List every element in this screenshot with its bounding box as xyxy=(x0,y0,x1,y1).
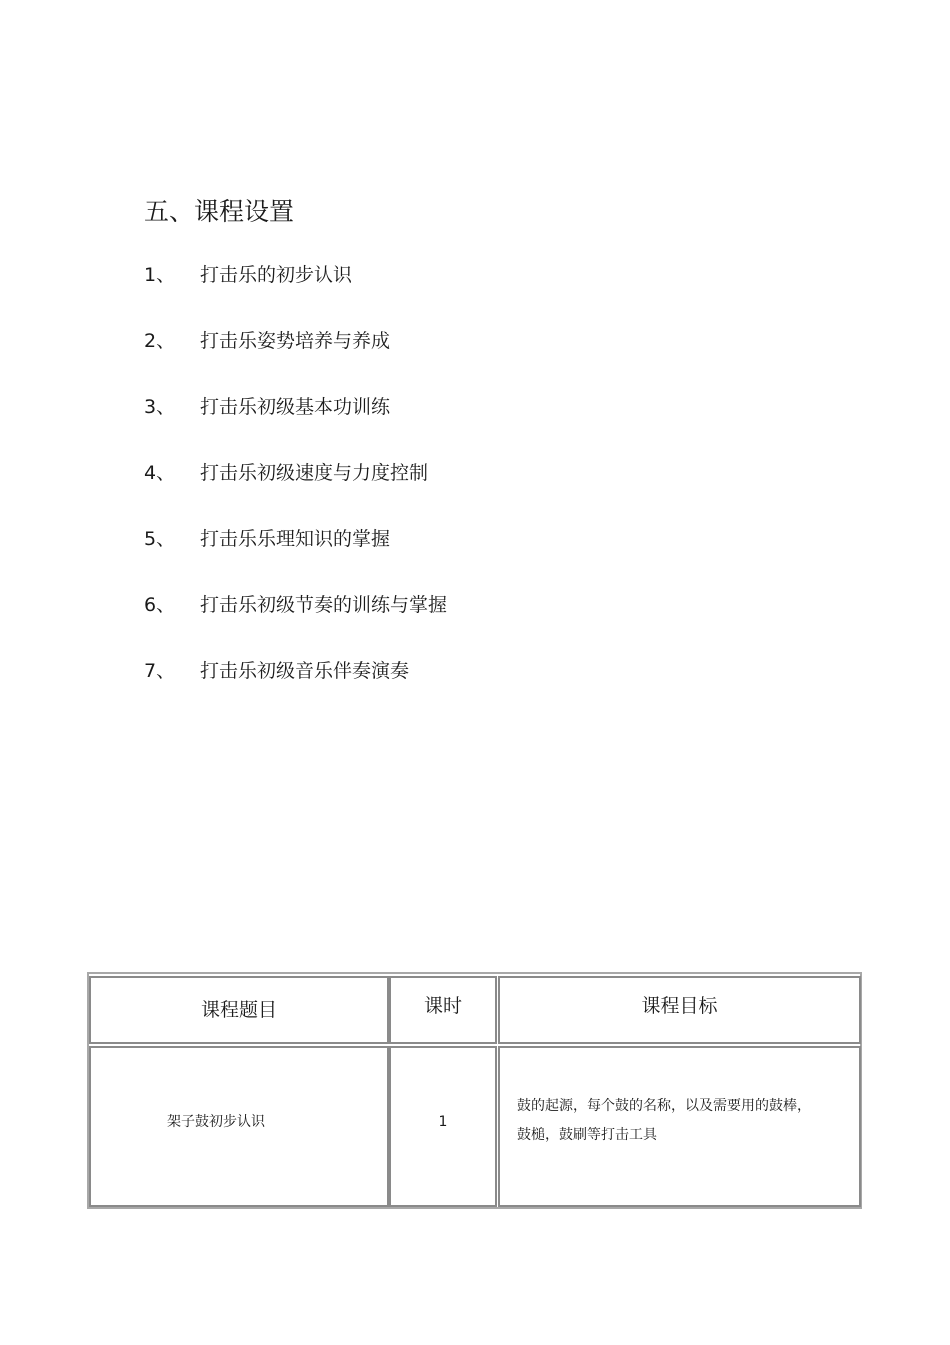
table-header-label: 课程目标 xyxy=(641,995,718,1017)
list-item-number: 5、 xyxy=(144,528,176,550)
section-heading: 五、课程设置 xyxy=(144,197,295,226)
table-cell-topic xyxy=(89,1046,389,1207)
list-item-number: 7、 xyxy=(144,660,176,682)
list-item-text: 打击乐初级节奏的训练与掌握 xyxy=(200,594,448,616)
list-item-text: 打击乐初级速度与力度控制 xyxy=(200,462,429,484)
list-item-number: 3、 xyxy=(144,396,176,418)
list-item-text: 打击乐初级基本功训练 xyxy=(200,396,391,418)
table-header-topic xyxy=(89,976,389,1044)
table-header-goal xyxy=(498,976,861,1044)
table-header-label: 课时 xyxy=(423,995,462,1017)
table-cell-hours xyxy=(389,1046,497,1207)
list-item-text: 打击乐初级音乐伴奏演奏 xyxy=(200,660,410,682)
cell-text-line: 鼓的起源，每个鼓的名称，以及需要用的鼓棒， xyxy=(517,1098,811,1114)
list-item-text: 打击乐姿势培养与养成 xyxy=(200,330,391,352)
list-item-number: 6、 xyxy=(144,594,176,616)
table-header-hours xyxy=(389,976,497,1044)
cell-text: 架子鼓初步认识 xyxy=(167,1114,265,1130)
table-cell-goal xyxy=(498,1046,861,1207)
list-item-text: 打击乐乐理知识的掌握 xyxy=(200,528,391,550)
list-item-text: 打击乐的初步认识 xyxy=(200,264,353,286)
table-header-label: 课程题目 xyxy=(200,999,277,1021)
list-item-number: 2、 xyxy=(144,330,176,352)
cell-text: 1 xyxy=(438,1114,448,1130)
cell-text-line: 鼓槌，鼓刷等打击工具 xyxy=(517,1127,657,1143)
list-item-number: 1、 xyxy=(144,264,176,286)
list-item-number: 4、 xyxy=(144,462,176,484)
course-table xyxy=(87,972,862,1209)
